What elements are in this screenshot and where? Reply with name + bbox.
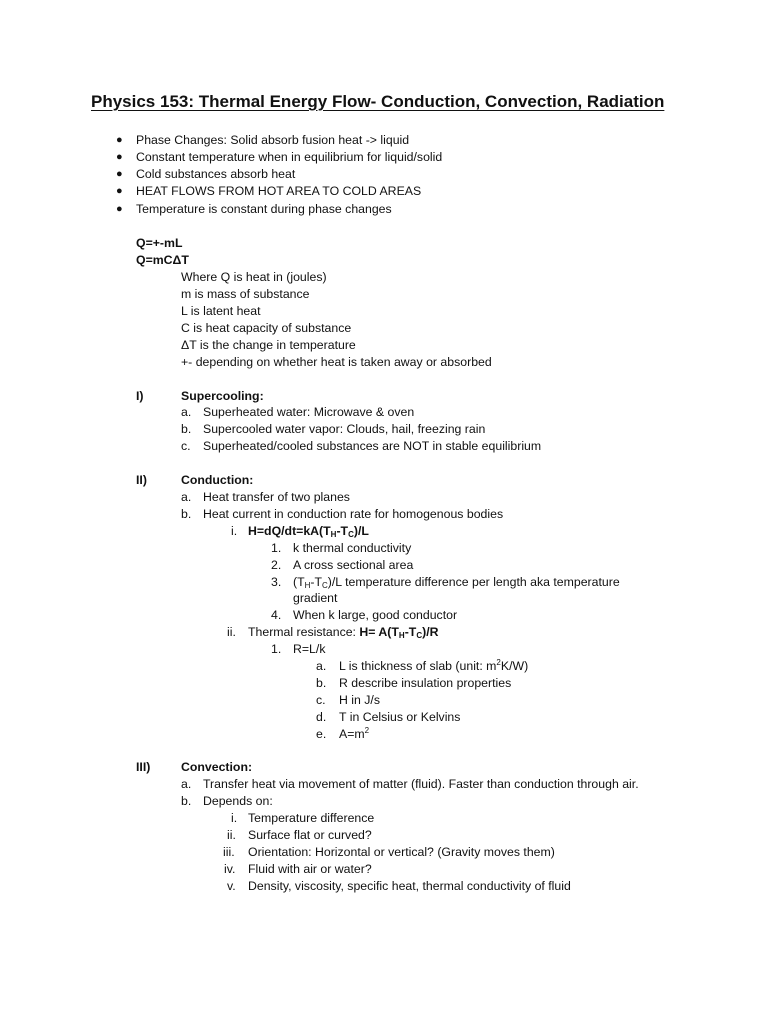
section-heading: Conduction: xyxy=(181,473,254,487)
list-item: $A=m^2$ xyxy=(339,726,370,741)
list-item: H in J/s xyxy=(339,693,380,707)
list-item: HEAT FLOWS FROM HOT AREA TO COLD AREAS xyxy=(136,184,422,198)
list-marker: e. xyxy=(316,727,327,741)
formula-definition: +- depending on whether heat is taken away or absorbed xyxy=(181,355,492,369)
section-heading: Convection: xyxy=(181,760,253,774)
list-marker: 4. xyxy=(271,608,282,622)
bullet-dot: ● xyxy=(116,151,123,163)
list-marker: b. xyxy=(181,794,192,808)
section-number: II) xyxy=(136,473,147,487)
formula-definition: m is mass of substance xyxy=(181,287,310,301)
bullet-dot: ● xyxy=(116,134,123,146)
list-marker: 1. xyxy=(271,642,282,656)
section-number: I) xyxy=(136,389,144,403)
list-item-continuation: gradient xyxy=(293,591,338,605)
formula-definition: C is heat capacity of substance xyxy=(181,321,352,335)
list-marker: ii. xyxy=(227,828,236,842)
list-item: Constant temperature when in equilibrium for liquid/solid xyxy=(136,150,443,164)
list-item: T in Celsius or Kelvins xyxy=(339,710,461,724)
formula-heat: Q=mCΔT xyxy=(136,253,189,267)
list-item: Cold substances absorb heat xyxy=(136,167,296,181)
list-item: Supercooled water vapor: Clouds, hail, freezing rain xyxy=(203,422,486,436)
page-title: Physics 153: Thermal Energy Flow- Conduction, Convection, Radiation xyxy=(91,92,665,111)
list-item: Temperature difference xyxy=(248,811,375,825)
formula-definition: ΔT is the change in temperature xyxy=(181,338,356,352)
list-marker: i. xyxy=(231,524,238,538)
list-marker: 3. xyxy=(271,575,282,589)
list-item: R describe insulation properties xyxy=(339,676,512,690)
formula-definition: L is latent heat xyxy=(181,304,261,318)
section-heading: Supercooling: xyxy=(181,389,264,403)
list-marker: 2. xyxy=(271,558,282,572)
list-item: Fluid with air or water? xyxy=(248,862,372,876)
formula-latent: Q=+-mL xyxy=(136,236,183,250)
list-marker: b. xyxy=(181,507,192,521)
list-item: Temperature is constant during phase changes xyxy=(136,202,392,216)
list-item: Heat current in conduction rate for homogenous bodies xyxy=(203,507,504,521)
list-marker: iv. xyxy=(224,862,236,876)
list-marker: d. xyxy=(316,710,327,724)
list-marker: a. xyxy=(316,659,327,673)
list-marker: a. xyxy=(181,777,192,791)
list-item: $(T_H-T_C)/L$ temperature difference per length aka temperature xyxy=(293,575,620,590)
list-marker: a. xyxy=(181,490,192,504)
list-marker: c. xyxy=(316,693,326,707)
list-marker: ii. xyxy=(227,625,236,639)
list-item: Superheated/cooled substances are NOT in stable equilibrium xyxy=(203,439,542,453)
bullet-dot: ● xyxy=(116,185,123,197)
list-marker: a. xyxy=(181,405,192,419)
list-item: L is thickness of slab (unit: $m^2K/W$) xyxy=(339,658,529,673)
bullet-dot: ● xyxy=(116,168,123,180)
list-marker: b. xyxy=(316,676,327,690)
bullet-dot: ● xyxy=(116,203,123,215)
thermal-resistance-formula: Thermal resistance: $H= A(T_H-T_C)/R$ xyxy=(248,625,439,640)
list-item: Superheated water: Microwave & oven xyxy=(203,405,415,419)
list-item: R=L/k xyxy=(293,642,326,656)
list-item: Density, viscosity, specific heat, thermal conductivity of fluid xyxy=(248,879,571,893)
list-item: Heat transfer of two planes xyxy=(203,490,350,504)
formula-definition: Where Q is heat in (joules) xyxy=(181,270,327,284)
list-item: Depends on: xyxy=(203,794,273,808)
list-item: A cross sectional area xyxy=(293,558,414,572)
list-item: k thermal conductivity xyxy=(293,541,412,555)
list-marker: v. xyxy=(227,879,236,893)
list-item: When k large, good conductor xyxy=(293,608,458,622)
list-marker: b. xyxy=(181,422,192,436)
list-item: Orientation: Horizontal or vertical? (Gravity moves them) xyxy=(248,845,555,859)
section-number: III) xyxy=(136,760,151,774)
list-item: Phase Changes: Solid absorb fusion heat -> liquid xyxy=(136,133,410,147)
list-marker: c. xyxy=(181,439,191,453)
list-marker: i. xyxy=(231,811,238,825)
list-item: Surface flat or curved? xyxy=(248,828,372,842)
list-item: Transfer heat via movement of matter (fluid). Faster than conduction through air. xyxy=(203,777,639,791)
conduction-formula: $H=dQ/dt=kA(T_H-T_C)/L$ xyxy=(248,524,369,539)
list-marker: 1. xyxy=(271,541,282,555)
list-marker: iii. xyxy=(223,845,235,859)
